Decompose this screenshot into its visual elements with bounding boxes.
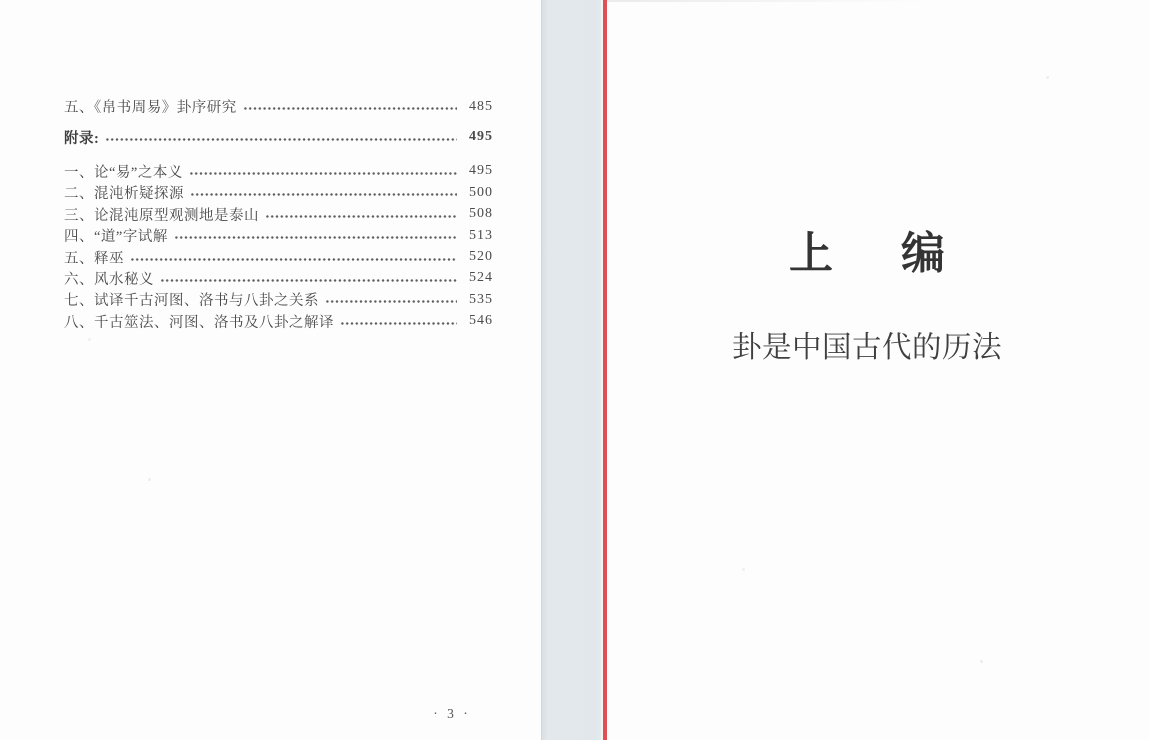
red-divider-line — [603, 0, 607, 740]
scan-edge-artifact — [607, 0, 1149, 2]
dot-leader — [340, 322, 457, 325]
toc-entry-label: 附录: — [64, 130, 100, 147]
toc-entry-label: 三、论混沌原型观测地是泰山 — [64, 207, 259, 224]
page-number-footer: · 3 · — [433, 706, 471, 721]
paper-speck — [1046, 76, 1049, 79]
part-title-char: 上 — [789, 229, 833, 278]
dot-leader — [325, 300, 457, 303]
toc-entry-label: 七、试译千古河图、洛书与八卦之关系 — [64, 293, 319, 310]
toc-entry — [64, 161, 493, 182]
page-gutter-shadow — [541, 0, 601, 740]
dot-leader — [160, 279, 457, 282]
toc-entry-page-number: 524 — [469, 270, 493, 286]
toc-entry — [64, 225, 493, 246]
part-title-block — [607, 0, 1149, 366]
right-page — [607, 0, 1149, 740]
part-subtitle: 卦是中国古代的历法 — [731, 332, 1002, 364]
left-page — [0, 0, 541, 740]
toc-entry-page-number: 520 — [469, 249, 493, 265]
toc-entry — [64, 246, 493, 267]
toc-entry-label: 五、《帛书周易》卦序研究 — [64, 100, 237, 117]
dot-leader — [243, 107, 457, 110]
dot-leader — [265, 215, 457, 218]
toc-entry-page-number: 508 — [469, 206, 493, 222]
dot-leader — [174, 236, 457, 239]
toc-entry-label: 六、风水秘义 — [64, 271, 154, 288]
dot-leader — [130, 258, 457, 261]
toc-entry-page-number: 485 — [469, 98, 493, 114]
toc-entry-label: 五、释巫 — [64, 250, 124, 267]
toc-entry-page-number: 513 — [469, 227, 493, 243]
toc-entry-label: 二、混沌析疑探源 — [64, 186, 184, 203]
part-title — [607, 230, 1127, 278]
toc-entry-appendix-heading — [64, 126, 493, 147]
toc-entry-page-number: 500 — [469, 184, 493, 200]
dot-leader — [190, 193, 457, 196]
toc-entry-page-number: 535 — [469, 291, 493, 307]
toc-entry-label: 八、千古筮法、河图、洛书及八卦之解译 — [64, 314, 334, 331]
paper-speck — [980, 660, 983, 663]
toc-entry-page-number: 546 — [469, 313, 493, 329]
paper-speck — [148, 478, 151, 481]
toc-entry — [64, 204, 493, 225]
toc-entry-page-number: 495 — [469, 129, 493, 145]
paper-speck — [742, 568, 745, 571]
toc-entry-page-number: 495 — [469, 163, 493, 179]
toc-entry — [64, 96, 493, 117]
paper-speck — [88, 338, 91, 341]
part-title-char: 编 — [901, 229, 945, 278]
toc-entry — [64, 311, 493, 332]
dot-leader — [189, 172, 457, 175]
toc-entry — [64, 268, 493, 289]
toc-entry-label: 四、“道”字试解 — [64, 229, 168, 246]
toc-entry-label: 一、论“易”之本义 — [64, 164, 183, 181]
toc-entry — [64, 289, 493, 310]
table-of-contents — [64, 96, 493, 332]
dot-leader — [105, 138, 457, 141]
toc-entry — [64, 182, 493, 203]
